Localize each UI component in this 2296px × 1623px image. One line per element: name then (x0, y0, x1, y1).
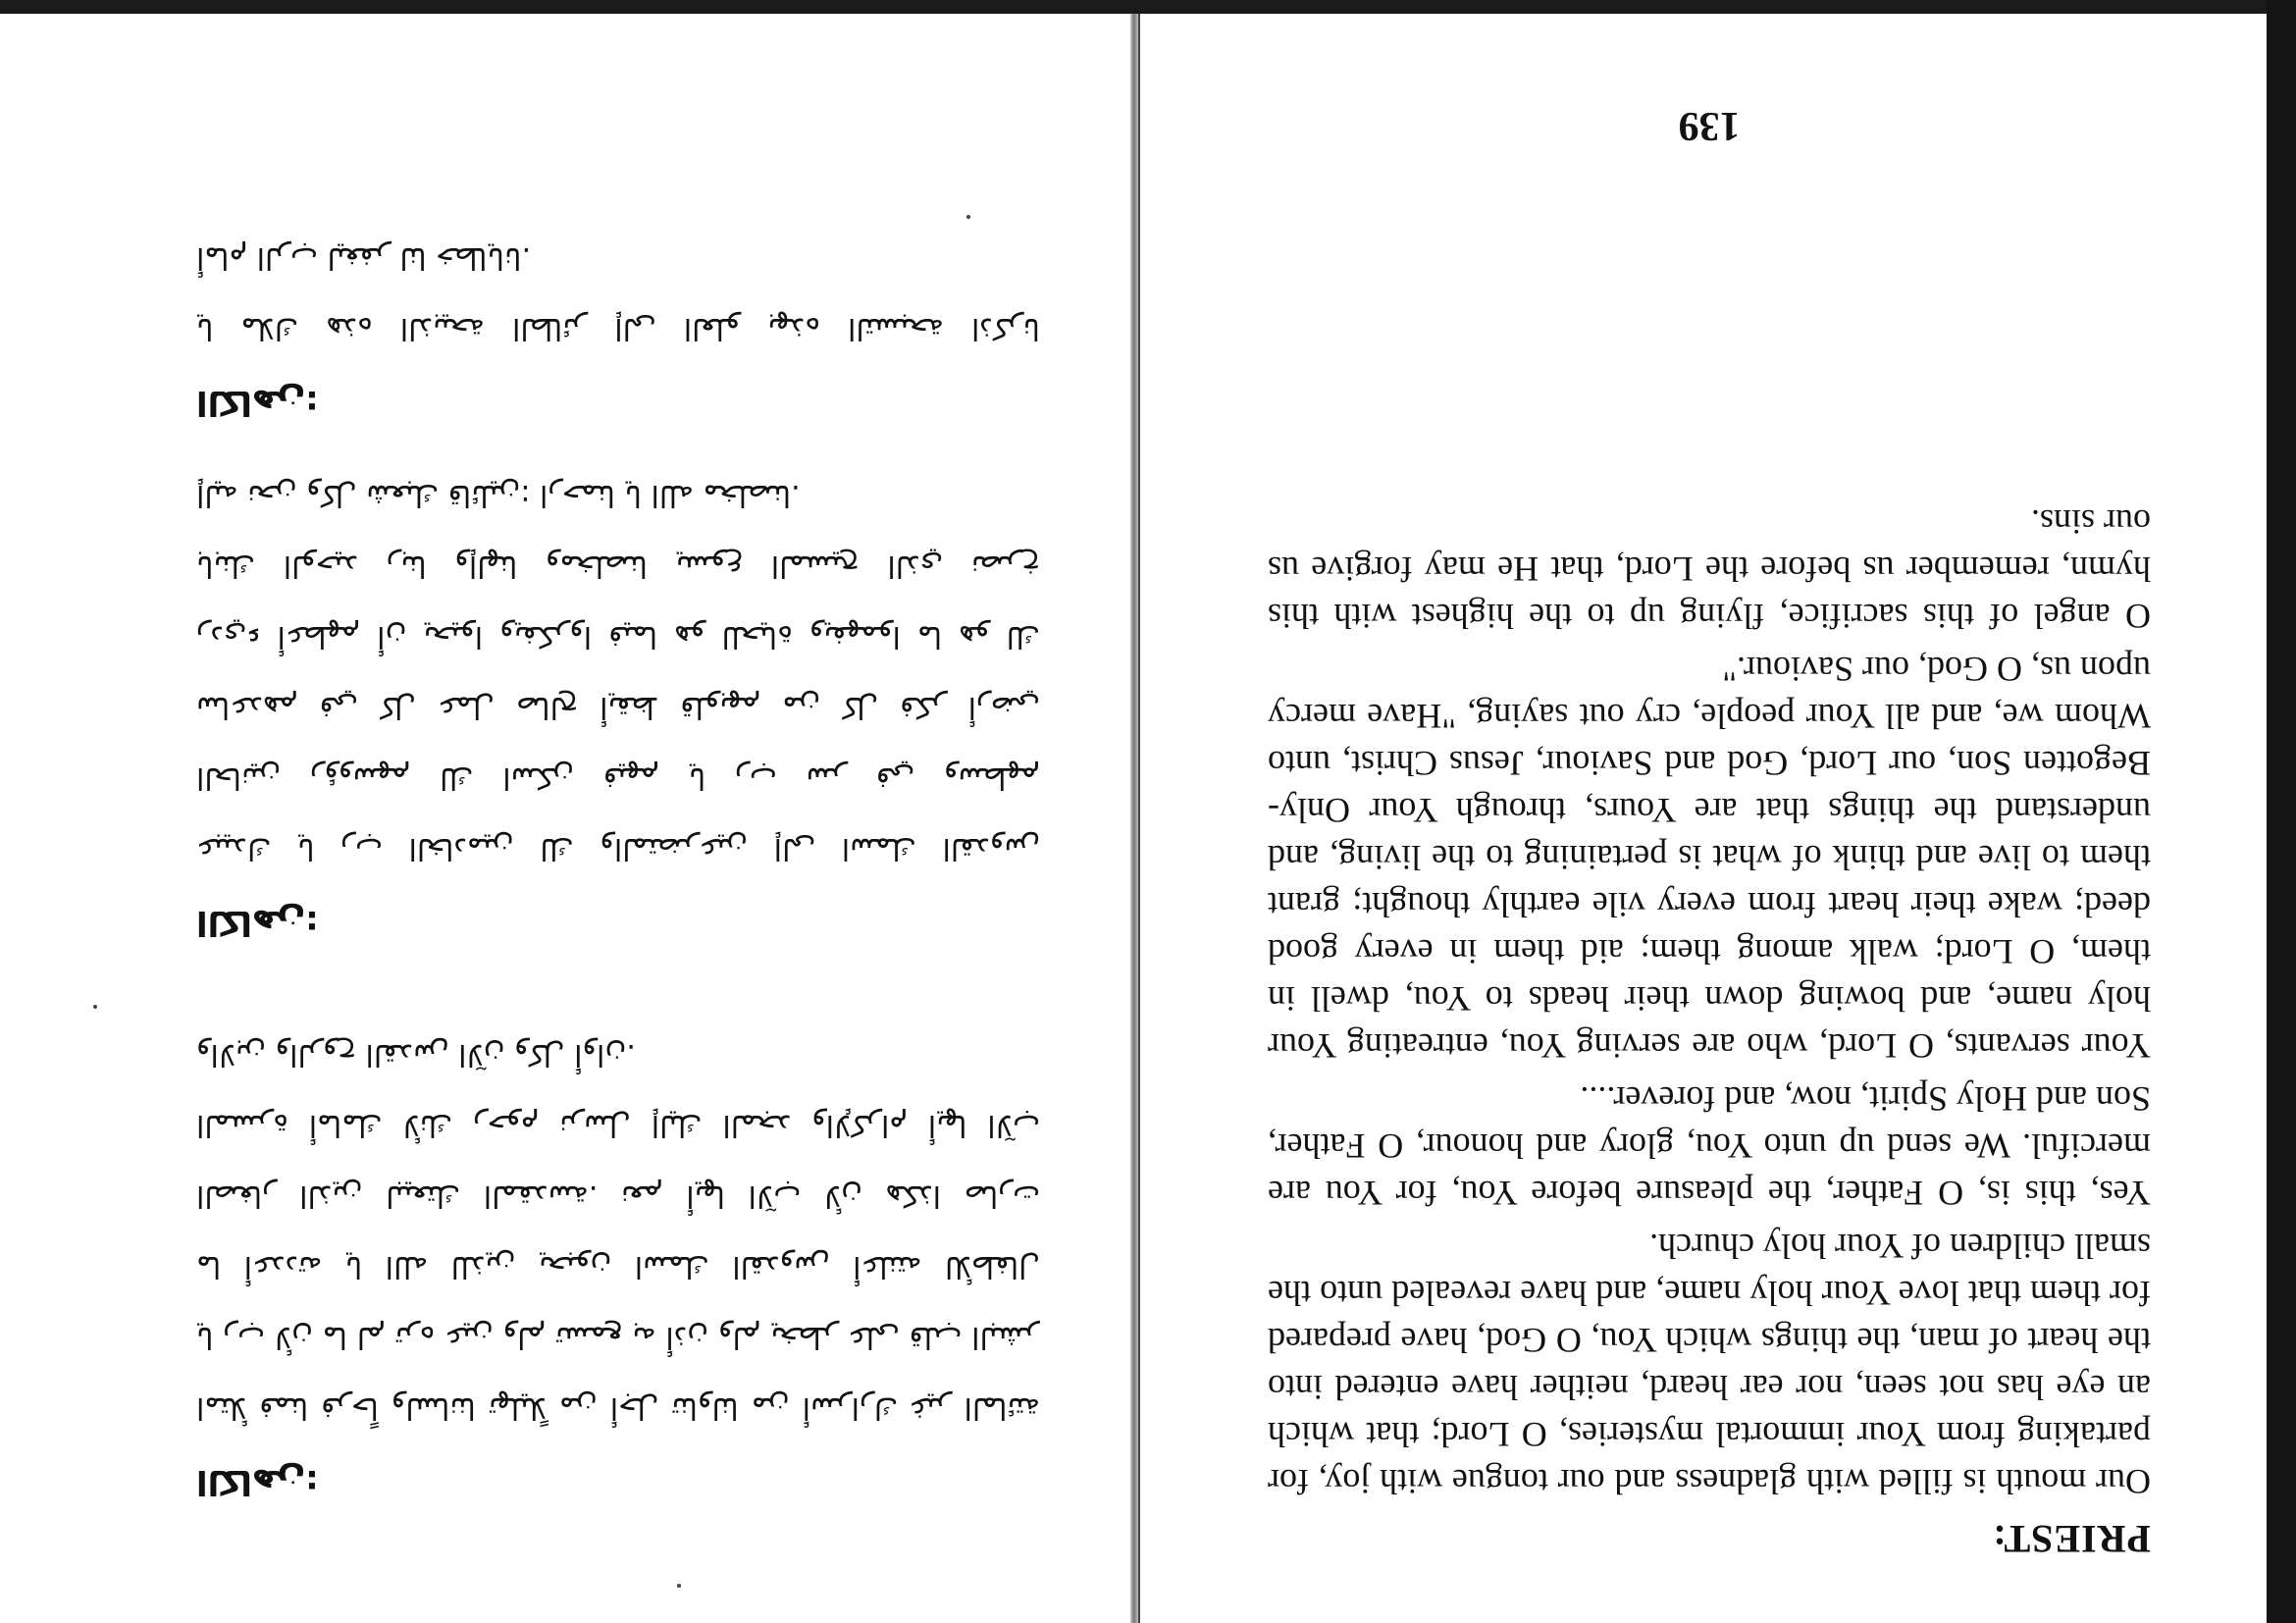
left-page (0, 14, 1130, 1623)
text-line: الحانين رؤوسهم لك اسكن فيهم يا رب سر في وسطهم (196, 760, 1040, 795)
text-line: يا رب لأن ما لم تره عين ولم تسمع به أذن ولم يخطر على قلب البشر (196, 1320, 1040, 1354)
text-line: عبيدك يا رب الخادمين لك والمتضرعين إلى اسمك القدوس (196, 831, 1040, 865)
text-line: إليه نحن وكل شعبك قائلين: ارحمنا يا الله مخلصنا. (196, 478, 801, 512)
page-number: 139 (1678, 103, 1741, 148)
right-page (1138, 14, 2269, 1623)
arabic-text-block (196, 161, 1040, 1535)
scan-speck (677, 1584, 681, 1588)
arabic-section (196, 1019, 1040, 1509)
paragraph: Your servants, O Lord, who are serving You, entreating Your holy name, and bowing down their heads to You, dwell in them, O Lord; walk among them; aid them in every good deed; wake their heart from every vile earthly thought; grant them to live and think of what is pertaining to the living, and understand the things that are Yours, through Your Only-Begotten Son, our Lord, God and Saviour, Jesus Christ, unto Whom we, and all Your people, cry out saying, "Have mercy upon us, O God, our Saviour." (1268, 650, 2151, 1066)
text-line: بابنك الوحيد ربنا وإلهنا ومخلصنا يسوع المسيح الذي نصرخ (196, 549, 1040, 583)
text-line: ما أعددته يا الله للذين يحبون اسمك القدوس أعلنته للأطفال (196, 1249, 1040, 1283)
section-label: الكاهن: (196, 903, 319, 942)
paragraph: Our mouth is filled with gladness and our tongue with joy, for partaking from Your immortal mysteries, O Lord; that which an eye has not seen, nor ear heard, neither have entered into the heart of man, the things which You, O God, have prepared for them that love Your holy name, and have revealed unto the small children of Your holy church. (1268, 1227, 2151, 1501)
text-line: ساعدهم في كل عمل صالح أيقظ قلوبهم من كل فكر أرضي (196, 690, 1040, 724)
arabic-section (196, 459, 1040, 950)
text-line: المسرة أمامك لأنك رحوم نرسل إليك المجد والإكرام أيها الآب (196, 1108, 1040, 1142)
text-line: امتلأ فمنا فرحاً ولساننا تهليلاً من أجل تناولنا من أسرارك غير المائتة (196, 1390, 1040, 1425)
arabic-section (196, 222, 1040, 430)
text-line: أمام الرب ليغفر لنا خطايانا. (196, 240, 532, 275)
section-label: الكاهن: (196, 1462, 319, 1501)
scan-edge-right (2267, 0, 2296, 1623)
text-line: والابن والروح القدس الآن وكل أوان. (196, 1037, 636, 1072)
book-spine (1130, 14, 1138, 1623)
paragraph: O angel of this sacrifice, flying up to the highest with this hymn, remember us before the Lord, that He may forgive us our sins. (1268, 502, 2151, 636)
scan-edge-top (0, 0, 2296, 14)
scan-speck (966, 215, 970, 219)
text-line: يا ملاك هذه الذبيحة الطائر إلى العلو بهذه التسبحة اذكرنا (196, 311, 1040, 345)
section-label: الكاهن: (196, 383, 319, 422)
text-line: الصغار الذين لبيعتك المقدسة. نعم أيها الآب لأن هكذا صارت (196, 1178, 1040, 1213)
speaker-heading: PRIEST: (1992, 1517, 2151, 1561)
paragraph: Yes, this is, O Father, the pleasure before You, for You are merciful. We send up unto You, glory and honour, O Father, Son and Holy Spirit, now, and forever.... (1268, 1079, 2151, 1213)
text-line: رديء أعطهم أن يحيوا ويفكروا فيما هو للحياة ويفهموا ما هو لك (196, 619, 1040, 654)
english-text-block (1268, 102, 2151, 1564)
scan-speck (93, 1005, 97, 1009)
